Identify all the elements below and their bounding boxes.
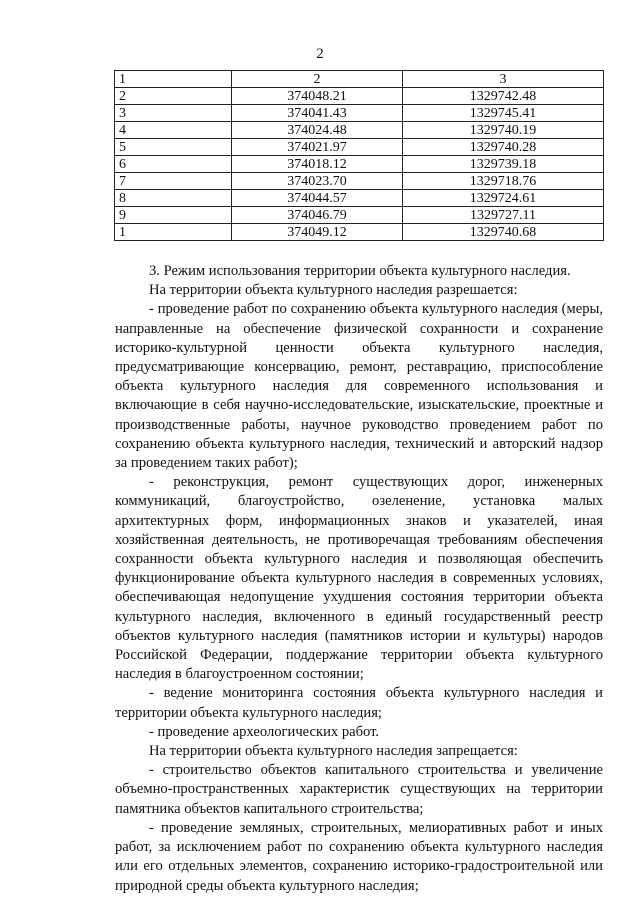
point-number-cell: 3: [115, 105, 232, 122]
prohibited-item: - проведение земляных, строительных, мелиоративных работ и иных работ, за исключением работ по сохранению объекта культурного наследия или его отдельных элементов, сохранению историко-градостроительной или природной среды объекта культурного наследия;: [115, 819, 603, 894]
table-row: [115, 88, 604, 105]
permitted-heading: На территории объекта культурного наследия разрешается:: [149, 282, 518, 299]
table-row: [115, 122, 604, 139]
coordinates-table: [114, 70, 604, 241]
y-coordinate-cell: 1329745.41: [403, 105, 604, 122]
table-row: [115, 190, 604, 207]
permitted-item: - ведение мониторинга состояния объекта культурного наследия и территории объекта культурного наследия;: [115, 685, 603, 721]
x-coordinate-cell: 374024.48: [232, 122, 403, 139]
table-row: [115, 156, 604, 173]
table-header-row: [115, 71, 604, 88]
y-coordinate-cell: 1329740.28: [403, 139, 604, 156]
permitted-item: - проведение археологических работ.: [149, 723, 380, 740]
table-header-cell: 2: [232, 71, 403, 88]
x-coordinate-cell: 374046.79: [232, 207, 403, 224]
point-number-cell: 7: [115, 173, 232, 190]
y-coordinate-cell: 1329742.48: [403, 88, 604, 105]
y-coordinate-cell: 1329727.11: [403, 207, 604, 224]
x-coordinate-cell: 374018.12: [232, 156, 403, 173]
point-number-cell: 2: [115, 88, 232, 105]
permitted-item: - реконструкция, ремонт существующих дорог, инженерных коммуникаций, благоустройство, озеленение, установка малых архитектурных форм, информационных знаков и указателей, иная хозяйственная деятельность, не противоречащая требованиям обеспечения сохранности объекта культурного наследия и позволяющая обеспечить функционирование объекта культурного наследия в современных условиях, обеспечивающая недопущение ухудшения состояния территории объекта культурного наследия, включенного в единый государственный реестр объектов культурного наследия (памятников истории и культуры) народов Российской Федерации, поддержание территории объекта культурного наследия в благоустроенном состоянии;: [115, 474, 603, 683]
x-coordinate-cell: 374023.70: [232, 173, 403, 190]
y-coordinate-cell: 1329718.76: [403, 173, 604, 190]
y-coordinate-cell: 1329740.19: [403, 122, 604, 139]
table-row: [115, 105, 604, 122]
x-coordinate-cell: 374044.57: [232, 190, 403, 207]
section-heading: 3. Режим использования территории объекта культурного наследия.: [149, 263, 571, 279]
table-header-cell: 3: [403, 71, 604, 88]
table-header-cell: 1: [115, 71, 232, 88]
point-number-cell: 5: [115, 139, 232, 156]
table-row: [115, 173, 604, 190]
point-number-cell: 9: [115, 207, 232, 224]
page-number: 2: [316, 46, 324, 62]
y-coordinate-cell: 1329739.18: [403, 156, 604, 173]
x-coordinate-cell: 374048.21: [232, 88, 403, 105]
x-coordinate-cell: 374041.43: [232, 105, 403, 122]
prohibited-heading: На территории объекта культурного наследия запрещается:: [149, 743, 518, 760]
y-coordinate-cell: 1329724.61: [403, 190, 604, 207]
prohibited-item: - строительство объектов капитального строительства и увеличение объемно-пространственных характеристик существующих на территории памятника объектов капитального строительства;: [115, 762, 603, 817]
point-number-cell: 4: [115, 122, 232, 139]
table-row: [115, 224, 604, 241]
point-number-cell: 6: [115, 156, 232, 173]
point-number-cell: 1: [115, 224, 232, 241]
permitted-item: - проведение работ по сохранению объекта культурного наследия (меры, направленные на обеспечение физической сохранности и сохранение историко-культурной ценности объекта культурного наследия, предусматривающие консервацию, ремонт, реставрацию, приспособление объекта культурного наследия для современного использования и включающие в себя научно-исследовательские, изыскательские, проектные и производственные работы, научное руководство проведением работ по сохранению объекта культурного наследия, технический и авторский надзор за проведением таких работ);: [115, 301, 603, 472]
x-coordinate-cell: 374021.97: [232, 139, 403, 156]
regulation-text: [115, 262, 603, 896]
point-number-cell: 8: [115, 190, 232, 207]
table-row: [115, 139, 604, 156]
x-coordinate-cell: 374049.12: [232, 224, 403, 241]
table-row: [115, 207, 604, 224]
y-coordinate-cell: 1329740.68: [403, 224, 604, 241]
